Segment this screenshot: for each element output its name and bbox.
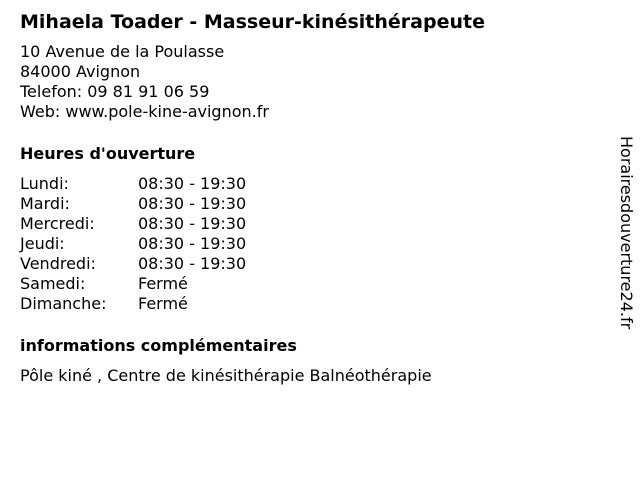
hours-row: [20, 194, 600, 214]
business-listing: [20, 10, 600, 386]
hours-day: Vendredi:: [20, 254, 96, 273]
info-heading: informations complémentaires: [20, 336, 297, 355]
hours-row: [20, 234, 600, 254]
hours-day: Mercredi:: [20, 214, 95, 233]
hours-day: Lundi:: [20, 174, 69, 193]
hours-time: Fermé: [138, 274, 188, 293]
hours-row: [20, 294, 600, 314]
hours-time: Fermé: [138, 294, 188, 313]
hours-time: 08:30 - 19:30: [138, 214, 247, 233]
watermark-text: Horairesdouverture24.fr: [617, 136, 636, 330]
hours-row: [20, 174, 600, 194]
hours-heading: Heures d'ouverture: [20, 144, 196, 163]
phone: Telefon: 09 81 91 06 59: [20, 82, 210, 101]
hours-time: 08:30 - 19:30: [138, 234, 247, 253]
website: Web: www.pole-kine-avignon.fr: [20, 102, 269, 121]
info-text: Pôle kiné , Centre de kinésithérapie Balnéothérapie: [20, 366, 432, 385]
hours-time: 08:30 - 19:30: [138, 254, 247, 273]
street-address: 10 Avenue de la Poulasse: [20, 42, 225, 61]
page-title: Mihaela Toader - Masseur-kinésithérapeute: [20, 11, 485, 33]
hours-table: [20, 174, 600, 314]
hours-row: [20, 254, 600, 274]
hours-day: Samedi:: [20, 274, 86, 293]
hours-day: Dimanche:: [20, 294, 107, 313]
hours-time: 08:30 - 19:30: [138, 194, 247, 213]
hours-day: Jeudi:: [20, 234, 65, 253]
hours-time: 08:30 - 19:30: [138, 174, 247, 193]
city: 84000 Avignon: [20, 62, 141, 81]
watermark: [612, 136, 640, 344]
address-block: [20, 42, 600, 122]
hours-row: [20, 214, 600, 234]
hours-day: Mardi:: [20, 194, 70, 213]
hours-row: [20, 274, 600, 294]
